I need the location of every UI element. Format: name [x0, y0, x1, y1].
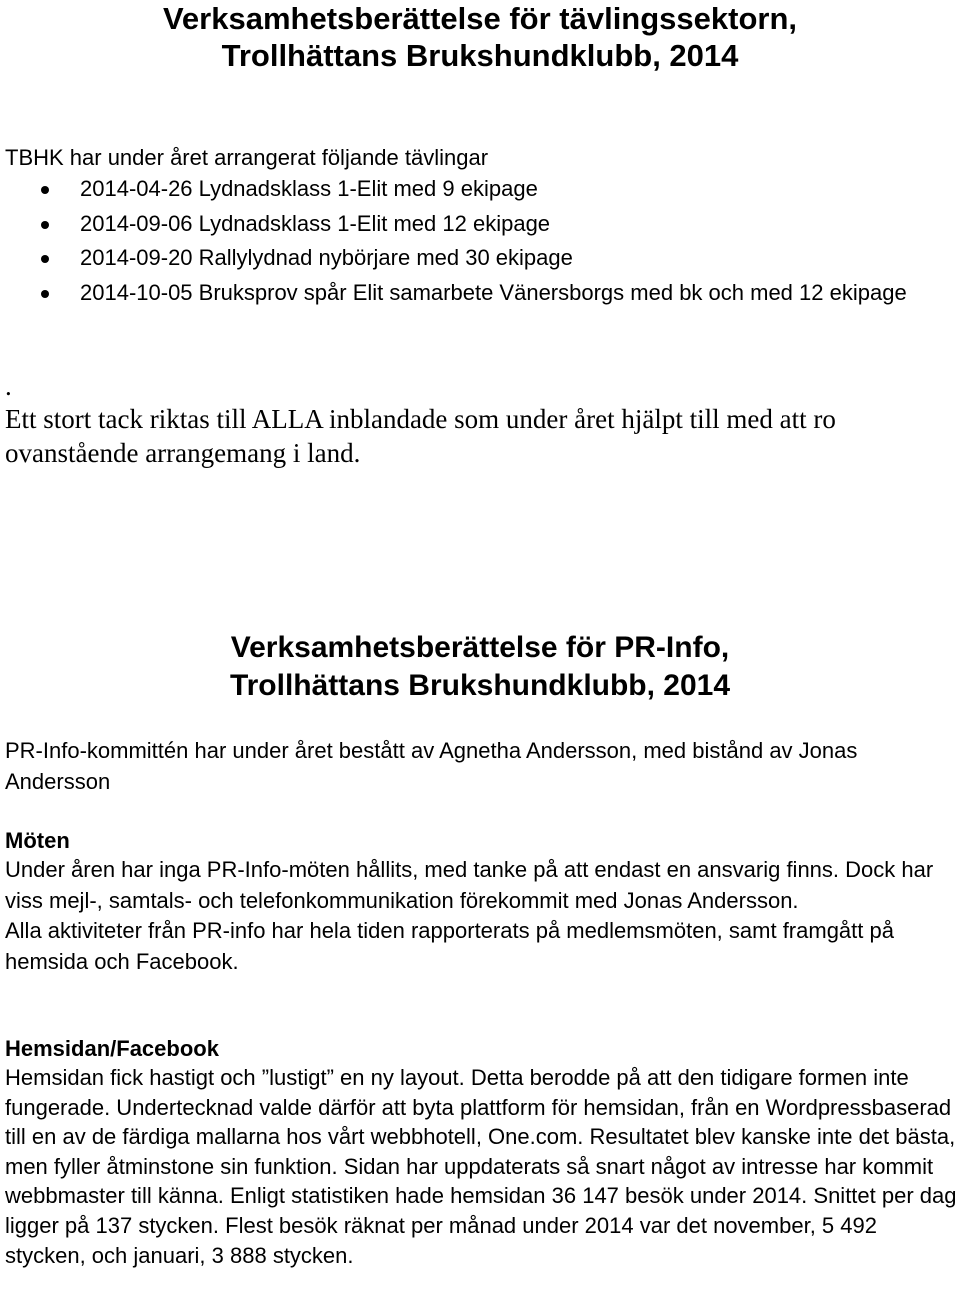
event-text: 2014-04-26 Lydnadsklass 1-Elit med 9 ekipage	[80, 176, 538, 201]
meetings-paragraph: Under åren har inga PR-Info-möten hållits, med tanke på att endast en ansvarig finns. Dock har viss mejl-, samtals- och telefonkommunikation förekommit med Jonas Andersson.	[5, 857, 934, 913]
event-item	[0, 241, 960, 276]
meetings-section	[5, 855, 960, 977]
meetings-paragraph: Alla aktiviteter från PR-info har hela tiden rapporterats på medlemsmöten, samt framgått på hemsida och Facebook.	[5, 918, 894, 974]
competition-title-line1: Verksamhetsberättelse för tävlingssektorn,	[162, 1, 798, 36]
website-heading: Hemsidan/Facebook	[5, 1036, 219, 1061]
meetings-heading: Möten	[5, 828, 70, 853]
pr-intro-paragraph: PR-Info-kommittén har under året bestått av Agnetha Andersson, med bistånd av Jonas Andersson	[5, 738, 858, 794]
pr-title-line2: Trollhättans Brukshundklubb, 2014	[229, 669, 731, 702]
pr-title-line1: Verksamhetsberättelse för PR-Info,	[230, 631, 730, 664]
bullet-icon	[41, 186, 49, 194]
event-list	[0, 172, 960, 310]
competition-intro: TBHK har under året arrangerat följande tävlingar	[5, 145, 489, 170]
event-item	[0, 276, 960, 311]
bullet-icon	[41, 221, 49, 229]
competition-title-line2: Trollhättans Brukshundklubb, 2014	[221, 38, 739, 73]
event-text: 2014-09-20 Rallylydnad nybörjare med 30 ekipage	[80, 245, 573, 270]
event-text: 2014-10-05 Bruksprov spår Elit samarbete Vänersborgs med bk och med 12 ekipage	[80, 279, 907, 305]
event-item	[0, 172, 960, 207]
bullet-icon	[41, 255, 49, 263]
website-paragraph: Hemsidan fick hastigt och ”lustigt” en ny layout. Detta berodde på att den tidigare formen inte fungerade. Undertecknad valde därför att byta plattform för hemsidan, från en Wordpressbaserad till en av de färdiga mallarna hos vårt webbhotell, One.com. Resultatet blev kanske inte det bästa, men fyller åtminstone sin funktion. Sidan har uppdaterats så snart något av intresse har kommit webbmaster till känna. Enligt statistiken hade hemsidan 36 147 besök under 2014. Snittet per dag ligger på 137 stycken. Flest besök räknat per månad under 2014 var det november, 5 492 stycken, och januari, 3 888 stycken.	[5, 1065, 957, 1268]
event-text: 2014-09-06 Lydnadsklass 1-Elit med 12 ekipage	[80, 210, 551, 236]
bullet-icon	[41, 290, 49, 298]
event-item	[0, 207, 960, 242]
pr-info-report-title	[0, 629, 960, 705]
competition-report-title	[0, 0, 960, 74]
thanks-paragraph: Ett stort tack riktas till ALLA inblandade som under året hjälpt till med att ro ovanstående arrangemang i land.	[5, 404, 836, 468]
stray-period: .	[5, 371, 12, 401]
